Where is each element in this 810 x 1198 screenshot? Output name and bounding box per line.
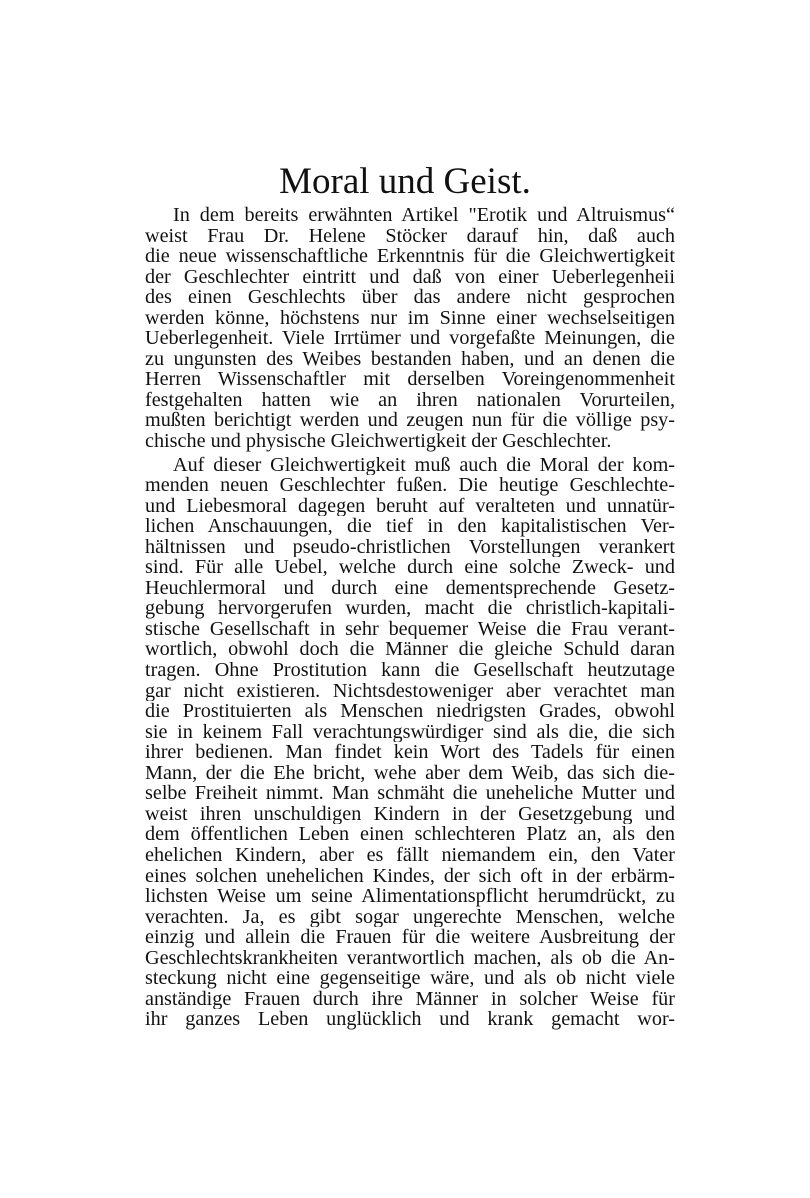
text-line: die neue wissenschaftliche Erkenntnis für die Gleichwertigkeit [145, 246, 675, 267]
text-line: anständige Frauen durch ihre Männer in solcher Weise für [145, 988, 675, 1010]
text-line: ihr ganzes Leben unglücklich und krank gemacht wor- [145, 1009, 675, 1030]
text-line: Geschlechtskrankheiten verantwortlich machen, als ob die An- [145, 947, 675, 969]
text-line: hältnissen und pseudo-christlichen Vorstellungen verankert [145, 536, 675, 558]
text-line: und Liebesmoral dagegen beruht auf veralteten und unnatür- [145, 495, 675, 517]
text-line: Heuchlermoral und durch eine dementsprechende Gesetz- [145, 577, 675, 599]
text-line: Ueberlegenheit. Viele Irrtümer und vorgefaßte Meinungen, die [145, 328, 675, 349]
text-line: lichsten Weise um seine Alimentationspflicht herumdrückt, zu [145, 886, 675, 907]
text-line: verachten. Ja, es gibt sogar ungerechte Menschen, welche [145, 906, 675, 928]
text-line: gebung hervorgerufen wurden, macht die christlich-kapitali- [145, 598, 675, 619]
text-line: tragen. Ohne Prostitution kann die Gesellschaft heutzutage [145, 660, 675, 681]
paragraph [145, 455, 675, 1030]
text-line: die Prostituierten als Menschen niedrigsten Grades, obwohl [145, 701, 675, 722]
text-line: selbe Freiheit nimmt. Man schmäht die uneheliche Mutter und [145, 783, 675, 804]
text-line: stische Gesellschaft in sehr bequemer Weise die Frau verant- [145, 618, 675, 640]
text-line: Herren Wissenschaftler mit derselben Voreingenommenheit [145, 369, 675, 390]
text-line: sie in keinem Fall verachtungswürdiger sind als die, die sich [145, 721, 675, 743]
text-line: In dem bereits erwähnten Artikel "Erotik und Altruismus“ [173, 205, 675, 226]
text-line: der Geschlechter eintritt und daß von einer Ueberlegenheii [145, 266, 675, 288]
page-title: Moral und Geist. [279, 161, 531, 202]
text-line: werden könne, höchstens nur im Sinne einer wechselseitigen [145, 307, 675, 329]
text-line: weist ihren unschuldigen Kindern in der Gesetzgebung und [145, 803, 675, 825]
text-line: sind. Für alle Uebel, welche durch eine solche Zweck- und [145, 557, 675, 578]
text-line: weist Frau Dr. Helene Stöcker darauf hin, daß auch [145, 225, 675, 247]
paragraph [145, 205, 675, 452]
text-line: steckung nicht eine gegenseitige wäre, und als ob nicht viele [145, 968, 675, 989]
text-line: chische und physische Gleichwertigkeit der Geschlechter. [145, 431, 612, 452]
text-line: des einen Geschlechts über das andere nicht gesprochen [145, 287, 675, 308]
text-line: zu ungunsten des Weibes bestanden haben, und an denen die [145, 348, 675, 370]
text-line: ehelichen Kindern, aber es fällt niemandem ein, den Vater [145, 844, 675, 866]
text-line: gar nicht existieren. Nichtsdestoweniger aber verachtet man [145, 680, 675, 702]
text-line: Mann, der die Ehe bricht, wehe aber dem Weib, das sich die- [145, 762, 675, 784]
text-line: dem öffentlichen Leben einen schlechteren Platz an, als den [145, 824, 675, 845]
text-line: mußten berichtigt werden und zeugen nun für die völlige psy- [145, 410, 675, 432]
text-line: eines solchen unehelichen Kindes, der sich oft in der erbärm- [145, 865, 675, 887]
text-line: festgehalten hatten wie an ihren nationalen Vorurteilen, [145, 389, 675, 411]
text-line: ihrer bedienen. Man findet kein Wort des Tadels für einen [145, 742, 675, 763]
text-line: einzig und allein die Frauen für die weitere Ausbreitung der [145, 927, 675, 948]
text-line: lichen Anschauungen, die tief in den kapitalistischen Ver- [145, 516, 675, 537]
text-line: Auf dieser Gleichwertigkeit muß auch die Moral der kom- [173, 454, 675, 476]
body-text [145, 205, 675, 1030]
text-line: menden neuen Geschlechter fußen. Die heutige Geschlechte- [145, 475, 675, 496]
text-line: wortlich, obwohl doch die Männer die gleiche Schuld daran [145, 639, 675, 661]
